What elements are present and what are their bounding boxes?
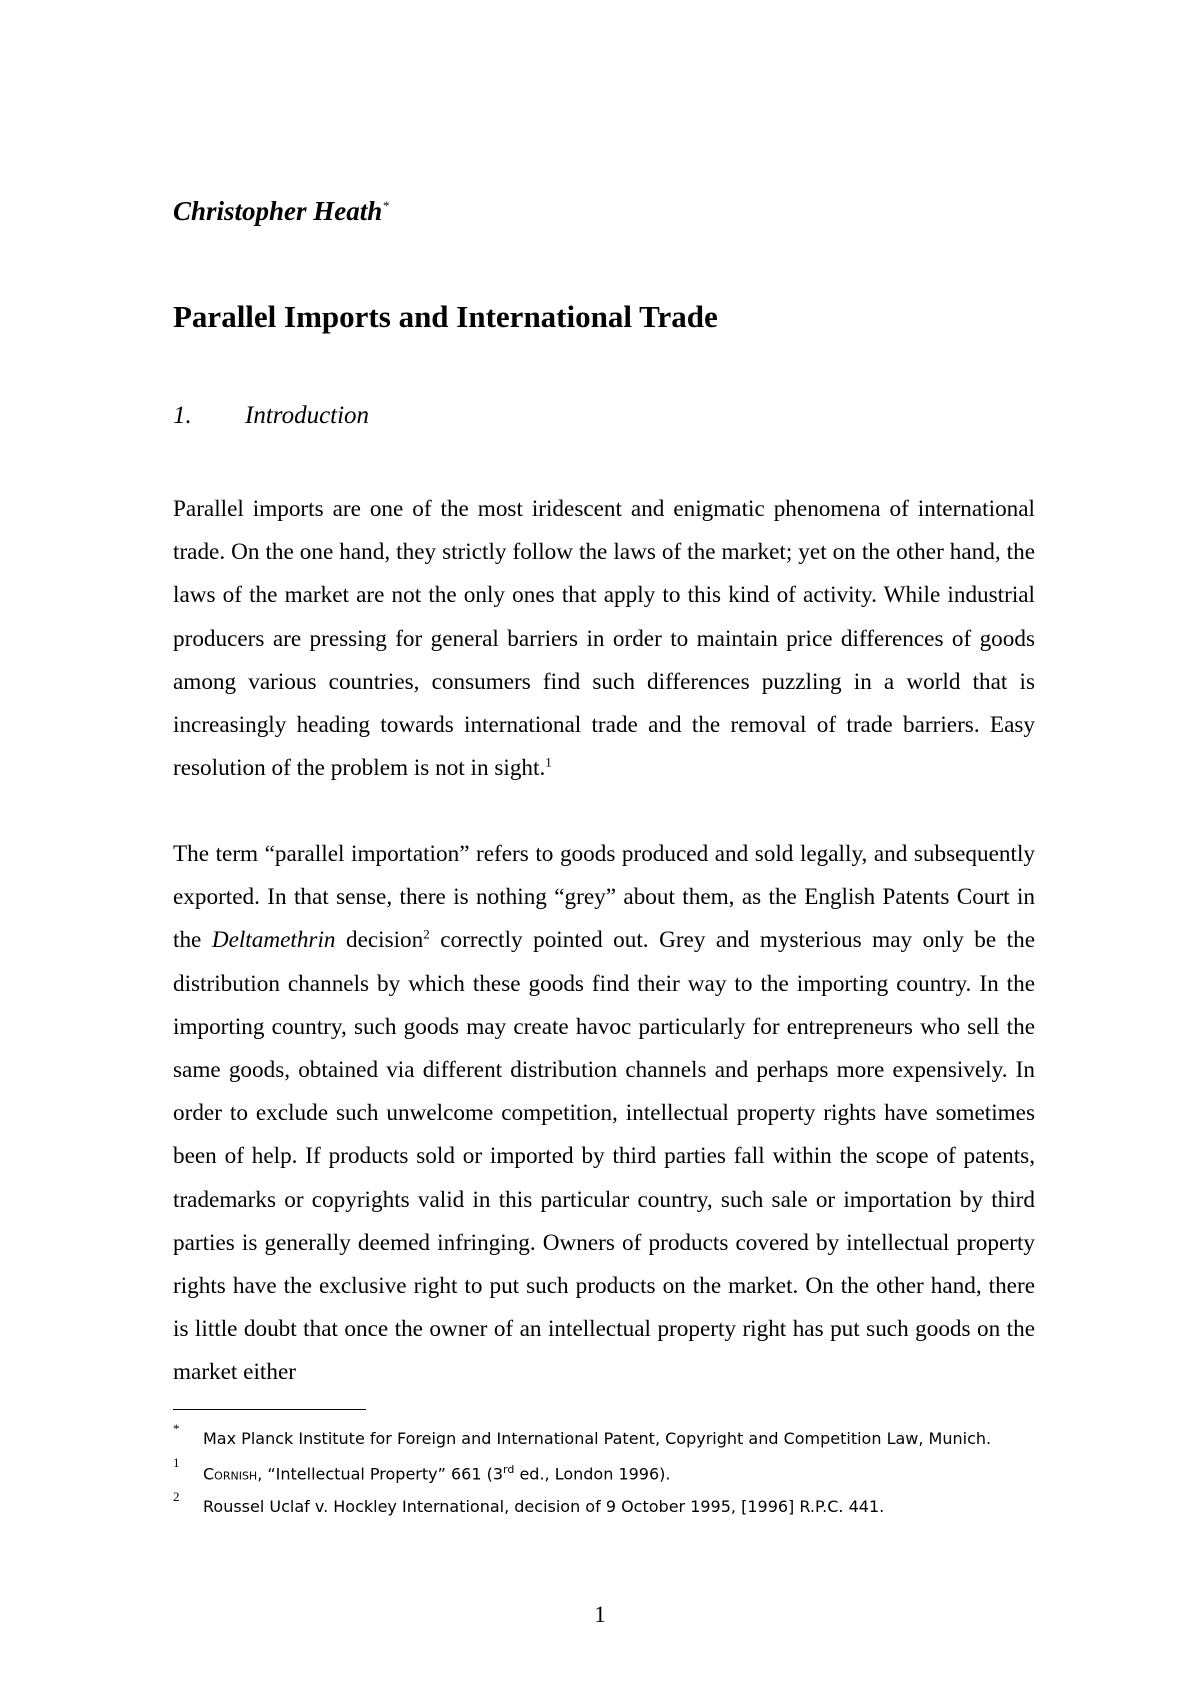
page-number: 1 (594, 1602, 606, 1627)
footnote-separator (173, 1409, 366, 1410)
section-title: Introduction (245, 402, 370, 429)
footnote-1 (173, 1455, 1053, 1493)
author-footnote-mark: * (382, 198, 389, 213)
footnote-2 (173, 1489, 1053, 1527)
footnote-mark: 2 (173, 1489, 180, 1504)
footnote-text: Roussel Uclaf v. Hockley International, decision of 9 October 1995, [1996] R.P.C. 441. (203, 1497, 885, 1516)
footnote-text: Max Planck Institute for Foreign and International Patent, Copyright and Competition Law, Munich. (203, 1429, 992, 1448)
footnote-mark: 1 (173, 1455, 180, 1470)
footnotes (173, 1421, 1053, 1527)
footnote-mark: * (173, 1421, 180, 1436)
article-title: Parallel Imports and International Trade (173, 299, 718, 334)
section-heading (173, 402, 369, 430)
section-number: 1. (173, 402, 192, 429)
footnote-author (173, 1421, 1053, 1459)
case-name: Deltamethrin (211, 927, 336, 954)
footnote-cited-author: Cornish (203, 1464, 258, 1484)
footnote-ref-1: 1 (545, 754, 552, 770)
footnote-text: Cornish, “Intellectual Property” 661 (3rd ed., London 1996). (203, 1463, 671, 1484)
paragraph-2: The term “parallel importation” refers to goods produced and sold legally, and subsequently exported. In that sense, there is nothing “grey” about them, as the English Patents Court in the Deltamethrin decision$^2$ correctly pointed out. Grey and mysterious may only be the distribution channels by which these goods find their way to the importing country. In the importing country, such goods may create havoc particularly for entrepreneurs who sell the same goods, obtained via different distribution channels and perhaps more expensively. In order to exclude such unwelcome competition, intellectual property rights have sometimes been of help. If products sold or imported by third parties fall within the scope of patents, trademarks or copyrights valid in this particular country, such sale or importation by third parties is generally deemed infringing. Owners of products covered by intellectual property rights have the exclusive right to put such products on the market. On the other hand, there is little doubt that once the owner of an intellectual property right has put such goods on the market either (173, 841, 1035, 1386)
footnote-ref-2: 2 (423, 926, 430, 942)
paragraph-1: Parallel imports are one of the most iridescent and enigmatic phenomena of international trade. On the one hand, they strictly follow the laws of the market; yet on the other hand, the laws of the market are not the only ones that apply to this kind of activity. While industrial producers are pressing for general barriers in order to maintain price differences of goods among various countries, consumers find such differences puzzling in a world that is increasingly heading towards international trade and the removal of trade barriers. Easy resolution of the problem is not in sight.$^1$ (173, 496, 1035, 782)
author-name: Christopher Heath* (173, 196, 389, 226)
